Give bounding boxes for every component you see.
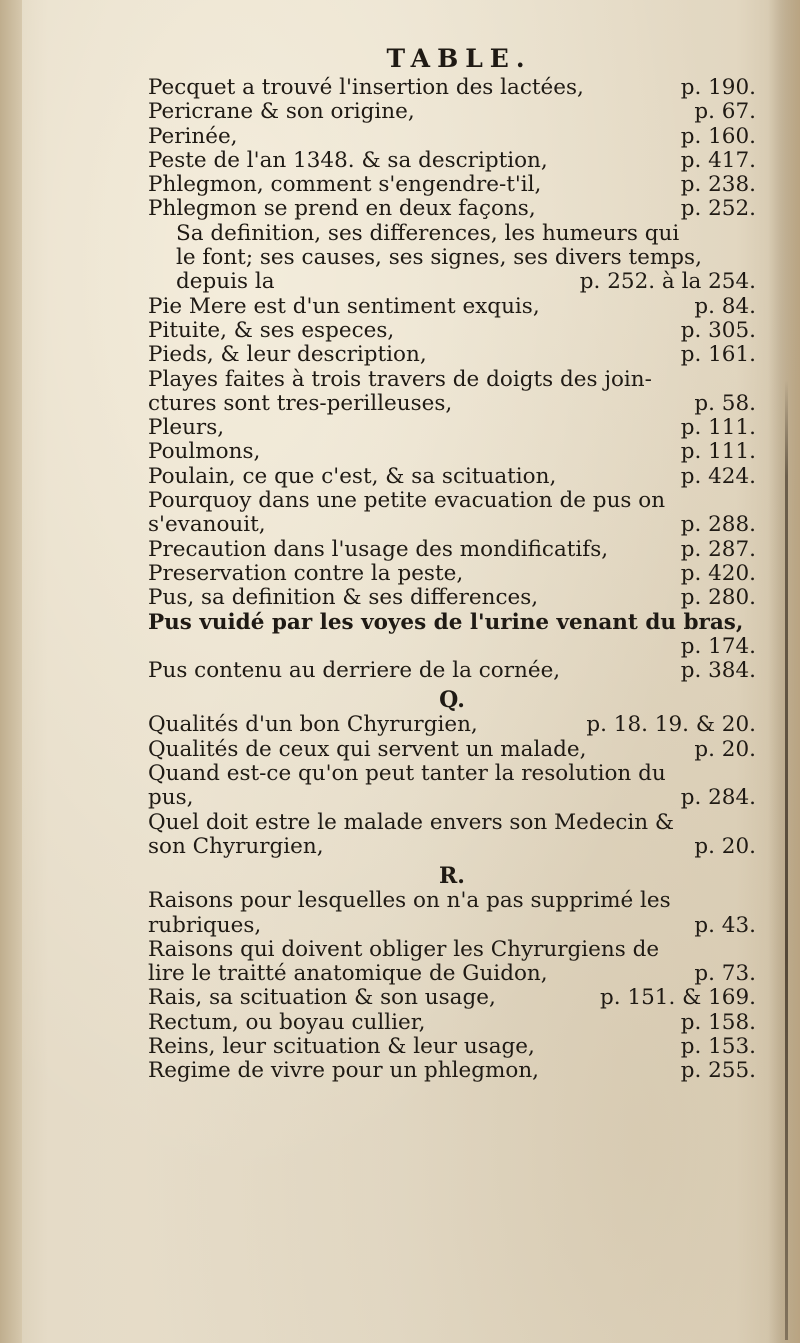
entry-page: p. 84. — [694, 293, 756, 319]
entry-text: Pus, sa definition & ses differences, — [148, 586, 539, 611]
entry-page: p. 160. — [680, 123, 756, 149]
page-gutter — [0, 0, 22, 1343]
entry-page: p. 190. — [680, 75, 756, 100]
entry-text: depuis la — [176, 270, 275, 295]
entry-text: Qualités d'un bon Chyrurgien, — [148, 713, 478, 738]
entry-page: p. 255. — [680, 1058, 756, 1084]
entry-page: p. 288. — [680, 512, 756, 538]
index-entry — [148, 835, 756, 859]
index-entry — [148, 319, 756, 343]
entry-text: Qualités de ceux qui servent un malade, — [148, 737, 587, 762]
entry-text: Reins, leur scituation & leur usage, — [148, 1034, 535, 1059]
entry-text: Playes faites à trois travers de doigts des join- — [148, 366, 652, 392]
entry-page: p. 43. — [694, 912, 756, 938]
index-entry — [148, 513, 756, 537]
page-title: TABLE. — [386, 44, 532, 73]
index-entry — [148, 659, 756, 683]
index-entry — [148, 538, 756, 562]
index-entry — [148, 738, 756, 762]
entry-text: Phlegmon, comment s'engendre-t'il, — [148, 173, 542, 198]
index-entry — [148, 343, 756, 367]
page-edge-shadow — [768, 0, 800, 1343]
entry-page: p. 73. — [694, 961, 756, 987]
index-entry — [148, 986, 756, 1010]
entry-page: p. 287. — [680, 536, 756, 562]
index-entry — [148, 173, 756, 197]
index-entry — [148, 149, 756, 173]
entry-page: p. 158. — [680, 1009, 756, 1035]
index-entry — [148, 270, 756, 294]
entry-text: Pus contenu au derriere de la cornée, — [148, 659, 561, 684]
entry-text: Pourquoy dans une petite evacuation de pus on — [148, 488, 666, 514]
entry-page: p. 153. — [680, 1033, 756, 1059]
index-entry — [148, 440, 756, 464]
entry-page: p. 305. — [680, 317, 756, 343]
index-entry — [148, 1035, 756, 1059]
entry-text: son Chyrurgien, — [148, 834, 324, 859]
entry-text: Phlegmon se prend en deux façons, — [148, 197, 536, 222]
entry-text: s'evanouit, — [148, 513, 266, 538]
index-entry — [148, 295, 756, 319]
entry-text: Rectum, ou boyau cullier, — [148, 1010, 426, 1035]
index-entry — [148, 100, 756, 124]
entry-text: Preservation contre la peste, — [148, 561, 464, 586]
entry-text: Raisons pour lesquelles on n'a pas supprimé les — [148, 888, 671, 914]
entry-text: Poulain, ce que c'est, & sa scituation, — [148, 464, 557, 489]
entry-page: p. 67. — [694, 99, 756, 125]
entry-page: p. 151. & 169. — [600, 985, 756, 1011]
entry-text: Pituite, & ses especes, — [148, 318, 395, 343]
entry-text: lire le traitté anatomique de Guidon, — [148, 962, 548, 987]
entry-page: p. 252. — [680, 196, 756, 222]
index-entry — [148, 786, 756, 810]
index-entry — [148, 1011, 756, 1035]
entry-page: p. 20. — [694, 833, 756, 859]
index-entry — [148, 586, 756, 610]
index-entry — [148, 635, 756, 659]
entry-text: Perinée, — [148, 124, 238, 149]
entry-text: Regime de vivre pour un phlegmon, — [148, 1059, 539, 1084]
entry-page: p. 417. — [680, 147, 756, 173]
entry-text: Quand est-ce qu'on peut tanter la resolution du — [148, 761, 666, 787]
index-entry — [148, 392, 756, 416]
section-letter-q: Q. — [439, 687, 465, 714]
entry-page: p. 161. — [680, 342, 756, 368]
entry-text: Pecquet a trouvé l'insertion des lactées, — [148, 76, 584, 100]
index-entry — [148, 197, 756, 221]
index-entry — [148, 416, 756, 440]
entry-page: p. 58. — [694, 390, 756, 416]
page-edge-rule — [785, 380, 788, 1340]
entry-text: Peste de l'an 1348. & sa description, — [148, 148, 548, 173]
entry-page: p. 284. — [680, 785, 756, 811]
section-letter-r: R. — [439, 863, 465, 890]
index-entry — [148, 962, 756, 986]
entry-text: ctures sont tres-perilleuses, — [148, 391, 453, 416]
entry-text: Pus vuidé par les voyes de l'urine venant du bras, — [148, 609, 744, 635]
entry-text: Poulmons, — [148, 440, 261, 465]
entry-page: p. 20. — [694, 736, 756, 762]
entry-continuation: Sa definition, ses differences, les humeurs qui — [176, 220, 680, 246]
entry-page: p. 424. — [680, 463, 756, 489]
index-entry — [148, 465, 756, 489]
index-entry — [148, 1059, 756, 1083]
entry-page: p. 111. — [680, 415, 756, 441]
entry-page: p. 18. 19. & 20. — [586, 712, 756, 738]
entry-text: rubriques, — [148, 913, 262, 938]
entry-continuation: le font; ses causes, ses signes, ses divers temps, — [176, 245, 702, 271]
entry-text: pus, — [148, 786, 194, 811]
entry-page: p. 238. — [680, 172, 756, 198]
index-entry — [148, 562, 756, 586]
entry-text: Pieds, & leur description, — [148, 343, 427, 368]
entry-text: Precaution dans l'usage des mondificatifs, — [148, 537, 609, 562]
index-entry — [148, 914, 756, 938]
entry-page: p. 174. — [680, 633, 756, 659]
entry-page: p. 252. à la 254. — [579, 269, 756, 295]
index-entry — [148, 76, 756, 100]
index-entry — [148, 125, 756, 149]
entry-text: Pleurs, — [148, 416, 225, 441]
entry-page: p. 420. — [680, 560, 756, 586]
entry-text: Raisons qui doivent obliger les Chyrurgiens de — [148, 936, 660, 962]
entry-page: p. 280. — [680, 585, 756, 611]
entry-text: Rais, sa scituation & son usage, — [148, 986, 496, 1011]
entry-text: Pie Mere est d'un sentiment exquis, — [148, 294, 540, 319]
index-entry — [148, 713, 756, 737]
entry-page: p. 111. — [680, 439, 756, 465]
entry-text: Quel doit estre le malade envers son Medecin & — [148, 809, 675, 835]
entry-text: Pericrane & son origine, — [148, 100, 415, 125]
index-content — [148, 42, 756, 1084]
entry-page: p. 384. — [680, 658, 756, 684]
